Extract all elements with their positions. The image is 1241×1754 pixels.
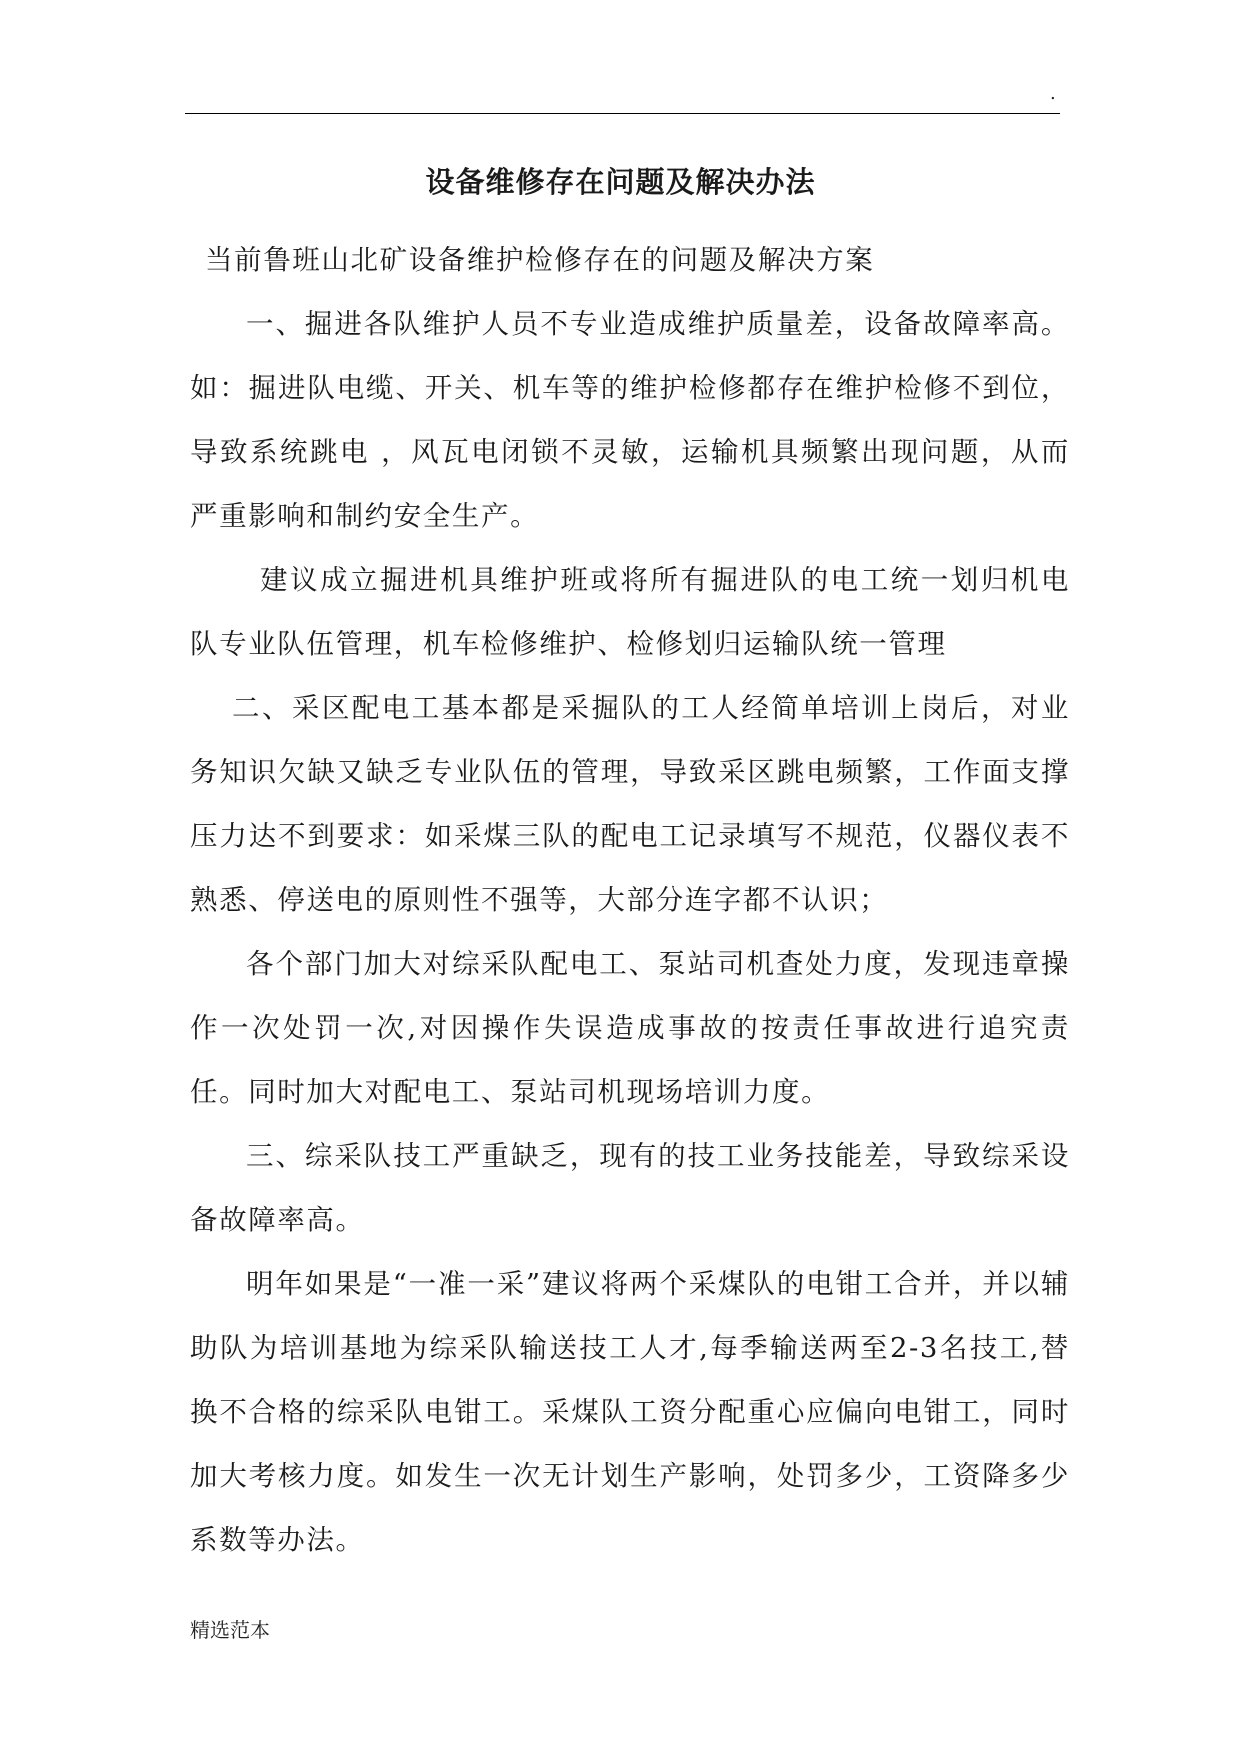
header-rule <box>185 113 1060 114</box>
header-marker: . <box>1050 83 1056 104</box>
paragraph-solution-2: 各个部门加大对综采队配电工、泵站司机查处力度，发现违章操作一次处罚一次,对因操作失误造成事故的按责任事故进行追究责任。同时加大对配电工、泵站司机现场培训力度。 <box>190 948 1070 1108</box>
footer-label: 精选范本 <box>190 1618 270 1642</box>
document-title: 设备维修存在问题及解决办法 <box>425 165 816 199</box>
paragraph-issue-2: 二、采区配电工基本都是采掘队的工人经简单培训上岗后，对业务知识欠缺又缺乏专业队伍的管理，导致采区跳电频繁，工作面支撑压力达不到要求：如采煤三队的配电工记录填写不规范，仪器仪表不熟悉、停送电的原则性不强等，大部分连字都不认识； <box>190 692 1070 916</box>
paragraph-issue-3: 三、综采队技工严重缺乏，现有的技工业务技能差，导致综采设备故障率高。 <box>190 1140 1070 1236</box>
paragraph-solution-3: 明年如果是“一准一采”建议将两个采煤队的电钳工合并，并以辅助队为培训基地为综采队输送技工人才,每季输送两至2-3名技工,替换不合格的综采队电钳工。采煤队工资分配重心应偏向电钳工，同时加大考核力度。如发生一次无计划生产影响，处罚多少，工资降多少系数等办法。 <box>190 1268 1070 1556</box>
document-subtitle: 当前鲁班山北矿设备维护检修存在的问题及解决方案 <box>205 244 875 276</box>
paragraph-solution-1: 建议成立掘进机具维护班或将所有掘进队的电工统一划归机电队专业队伍管理，机车检修维护、检修划归运输队统一管理 <box>190 564 1070 660</box>
paragraph-issue-1: 一、掘进各队维护人员不专业造成维护质量差，设备故障率高。如：掘进队电缆、开关、机车等的维护检修都存在维护检修不到位，导致系统跳电 ，风瓦电闭锁不灵敏，运输机具频繁出现问题，从而严重影响和制约安全生产。 <box>190 308 1070 532</box>
document-body <box>190 228 1070 1572</box>
